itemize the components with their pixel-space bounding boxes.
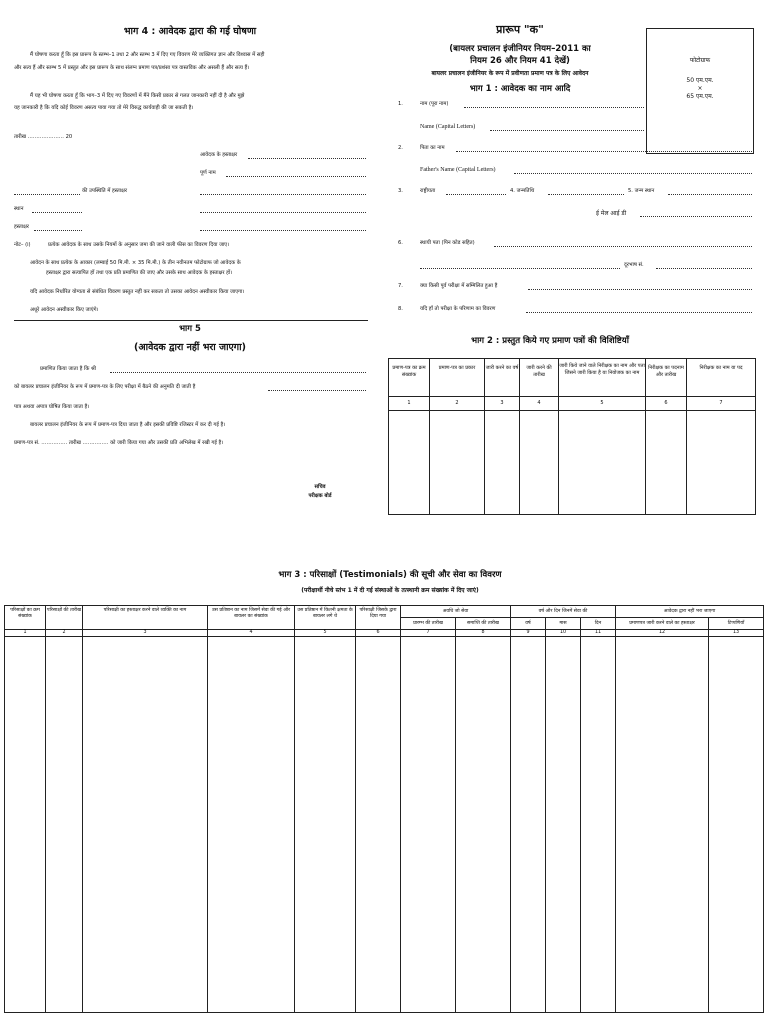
t3-header-11: दिन (581, 618, 616, 630)
nationality-field[interactable] (446, 194, 506, 195)
sign2-line[interactable] (200, 212, 366, 213)
field2-number: 2. (398, 145, 403, 151)
t3-header-3: परिसाक्षी का हस्ताक्षर करने वाले व्यक्ति का नाम (83, 606, 208, 630)
cert-cell-4[interactable] (520, 411, 559, 515)
cert-cell-2[interactable] (430, 411, 485, 515)
photo-label: फोटोग्राफ (689, 57, 711, 64)
testimonials-header-row-1 (5, 606, 764, 618)
t3-num-12: 12 (616, 630, 709, 637)
t3-header-8: समाप्ति की तारीख (456, 618, 511, 630)
testimonials-entry-row (5, 637, 764, 1013)
t3-cell-12[interactable] (616, 637, 709, 1013)
field6-number: 6. (398, 240, 403, 246)
t3-header-7: प्रारम्भ की तारीख (401, 618, 456, 630)
note-4: अधूरे आवेदन अस्वीकार किए जाएंगे। (30, 307, 99, 313)
cert-header-5: जारी किये जाने वाले निरीक्षक का नाम और पता जिसने जारी किया है या नियोजक का नाम (559, 359, 646, 397)
nationality-label: राष्ट्रीयता (420, 188, 436, 194)
note-1: प्रत्येक आवेदक के साथ उसके नियमों के अनुसार जमा की जाने वाली फीस का विवरण दिया जाए। (48, 242, 230, 248)
witness-label: की उपस्थिति में हस्ताक्षर (82, 188, 127, 194)
field8-number: 8. (398, 306, 403, 312)
cert-cell-5[interactable] (559, 411, 646, 515)
part5-subtitle: (आवेदक द्वारा नहीं भरा जाएगा) (134, 342, 246, 353)
field3-number: 3. (398, 188, 403, 194)
note-2-line-1: आवेदन के साथ प्रत्येक के आकार (लम्बाई 50 मि.मी. × 35 मि.मी.) के तीन नवीनतम फोटोग्राफ जो आवेदक के (30, 260, 241, 266)
t3-cell-11[interactable] (581, 637, 616, 1013)
cert-header-6: निरीक्षक का पदनाम और तारीख (646, 359, 687, 397)
cert-num-4: 4 (520, 397, 559, 411)
certificates-number-row (389, 397, 756, 411)
note-3: यदि आवेदक निर्धारित योग्यता से संबंधित विवरण प्रस्तुत नहीं कर सकता तो उसका आवेदन अस्वीकार किया जाएगा। (30, 289, 245, 295)
cert-header-1: प्रमाण-पत्र का क्रम संख्यांक (389, 359, 430, 397)
exam-result-label: यदि हाँ तो परीक्षा के परिणाम का विवरण (420, 306, 496, 312)
sign2-label: हस्ताक्षर (14, 224, 29, 230)
previous-exam-label: क्या किसी पूर्व परीक्षा में सम्मिलित हुआ है (420, 283, 498, 289)
t3-header-13: टिप्पणियाँ (709, 618, 764, 630)
field1-label: नाम (पूरा नाम) (420, 101, 449, 107)
part5-title: भाग 5 (179, 324, 201, 334)
part5-line-a-fill[interactable] (110, 372, 366, 373)
part1-title: भाग 1 : आवेदक का नाम आदि (469, 84, 571, 94)
note-2-line-2: हस्ताक्षर द्वारा सत्यापित हों तथा एक प्रति प्रमाणित की जाए और उसके साथ आवेदक के हस्ताक्षर हों। (46, 270, 233, 276)
form-subtitle-1: (बायलर प्रचालन इंजीनियर नियम–2011 का (449, 44, 591, 54)
t3-group-3: आवेदक द्वारा नहीं भरा जाएगा (616, 606, 764, 618)
testimonials-table (4, 605, 764, 1013)
t3-header-10: मास (546, 618, 581, 630)
cert-cell-1[interactable] (389, 411, 430, 515)
t3-header-1: परिसाक्षों का क्रम संख्यांक (5, 606, 46, 630)
certificates-entry-row (389, 411, 756, 515)
sign2-underline[interactable] (34, 230, 82, 231)
exam-result-field[interactable] (526, 312, 752, 313)
t3-header-6: परिसाक्षी जिसके द्वारा दिया गया (356, 606, 401, 630)
email-label: ई मेल आई डी (596, 210, 627, 217)
phone-field[interactable] (656, 268, 752, 269)
sign3-line[interactable] (200, 230, 366, 231)
cert-cell-3[interactable] (485, 411, 520, 515)
t3-cell-7[interactable] (401, 637, 456, 1013)
part5-line-b-fill[interactable] (268, 390, 366, 391)
address-field-1[interactable] (494, 246, 752, 247)
certificates-table (388, 358, 756, 515)
name-english-field[interactable] (490, 130, 644, 131)
cert-num-6: 6 (646, 397, 687, 411)
t3-cell-5[interactable] (295, 637, 356, 1013)
t3-cell-3[interactable] (83, 637, 208, 1013)
cert-header-7: निरीक्षक का नाम या पद (687, 359, 756, 397)
t3-num-7: 7 (401, 630, 456, 637)
t3-num-13: 13 (709, 630, 764, 637)
t3-cell-6[interactable] (356, 637, 401, 1013)
applicant-signature-line[interactable] (248, 158, 366, 159)
t3-num-2: 2 (46, 630, 83, 637)
field2-english-label: Father's Name (Capital Letters) (420, 167, 496, 173)
separator-line (14, 320, 368, 321)
witness-line[interactable] (14, 194, 80, 195)
photo-width: 50 एम.एम. (686, 77, 714, 84)
cert-cell-7[interactable] (687, 411, 756, 515)
t3-cell-1[interactable] (5, 637, 46, 1013)
form-subtitle-3: बायलर प्रचालन इंजीनियर के रूप में प्रवीणता प्रमाण पत्र के लिए आवेदन (431, 70, 589, 77)
t3-cell-10[interactable] (546, 637, 581, 1013)
cert-header-3: जारी करने का वर्ष (485, 359, 520, 397)
cert-num-3: 3 (485, 397, 520, 411)
part5-line-d: बायलर प्रचालन इंजीनियर के रूप में प्रमाण-पत्र दिया जाता है और इसकी प्रविष्टि रजिस्टर में कर दी गई है। (30, 422, 226, 428)
t3-num-11: 11 (581, 630, 616, 637)
photo-height: 65 एम.एम. (686, 93, 714, 100)
board-label: परीक्षक बोर्ड (308, 493, 332, 499)
t3-header-2: परिसाक्षों की तारीख (46, 606, 83, 630)
t3-cell-2[interactable] (46, 637, 83, 1013)
notes-heading: नोट– (i) (14, 242, 31, 248)
field7-number: 7. (398, 283, 403, 289)
part3-title: भाग 3 : परिसाक्षों (Testimonials) की सूची और सेवा का विवरण (278, 570, 502, 580)
t3-num-6: 6 (356, 630, 401, 637)
t3-group-2: वर्ष और दिन जिनमें सेवा की (511, 606, 616, 618)
declaration-line-2: और सत्य हैं और स्तम्भ 5 में प्रस्तुत और इस प्रारूप के साथ संलग्न प्रमाण पत्र/प्रशंसा पत्र वास्तविक और असली हैं और सत्य हैं। (14, 65, 250, 71)
t3-num-5: 5 (295, 630, 356, 637)
full-name-line[interactable] (226, 176, 366, 177)
part3-subtitle: (परीक्षार्थी नीचे स्तंभ 1 में दी गई संस्थाओं के तत्स्थानी क्रम संख्यांक में दिए जाएं) (301, 587, 479, 594)
t3-num-8: 8 (456, 630, 511, 637)
father-name-hindi-field[interactable] (456, 151, 752, 152)
photo-times: × (697, 85, 703, 92)
cert-num-2: 2 (430, 397, 485, 411)
t3-cell-9[interactable] (511, 637, 546, 1013)
part5-line-c: पात्र अथवा अपात्र घोषित किया जाता है। (14, 404, 90, 410)
previous-exam-field[interactable] (528, 289, 752, 290)
part5-line-a: प्रमाणित किया जाता है कि श्री (40, 366, 96, 372)
birthplace-field[interactable] (668, 194, 752, 195)
t3-cell-8[interactable] (456, 637, 511, 1013)
t3-cell-13[interactable] (709, 637, 764, 1013)
t3-num-9: 9 (511, 630, 546, 637)
t3-header-9: वर्ष (511, 618, 546, 630)
t3-num-3: 3 (83, 630, 208, 637)
cert-header-2: प्रमाण-पत्र का प्रकार (430, 359, 485, 397)
field1-number: 1. (398, 101, 403, 107)
name-hindi-field[interactable] (464, 107, 644, 108)
t3-num-10: 10 (546, 630, 581, 637)
field1-english-label: Name (Capital Letters) (420, 124, 476, 130)
dob-label: 4. जन्मतिथि (510, 188, 535, 194)
place-line[interactable] (32, 212, 82, 213)
t3-num-1: 1 (5, 630, 46, 637)
part5-line-e: प्रमाण-पत्र सं. …………… तारीख …………… को जारी किया गया और उसकी प्रति अभिलेख में रखी गई है। (14, 440, 224, 446)
declaration-line-4: यह जानकारी है कि यदि कोई विवरण असत्य पाया गया तो मेरे विरुद्ध कार्यवाही की जा सकती है। (14, 105, 194, 111)
cert-num-7: 7 (687, 397, 756, 411)
t3-header-12: प्रमाणपत्र जारी करने वाले का हस्ताक्षर (616, 618, 709, 630)
form-subtitle-2: नियम 26 और नियम 41 देखें) (470, 56, 570, 66)
cert-cell-6[interactable] (646, 411, 687, 515)
t3-cell-4[interactable] (208, 637, 295, 1013)
form-title: प्रारूप "क" (496, 23, 544, 36)
field2-label: पिता का नाम (420, 145, 445, 151)
cert-header-4: जारी करने की तारीख (520, 359, 559, 397)
address-label: स्थायी पता (पिन कोड सहित) (420, 240, 475, 246)
t3-num-4: 4 (208, 630, 295, 637)
witness-sign-line[interactable] (200, 194, 366, 195)
dob-field[interactable] (548, 194, 624, 195)
birthplace-label: 5. जन्म स्थान (628, 188, 655, 194)
t3-header-5: उस प्रतिष्ठान में कितनी क्षमता के बायलर लगे थे (295, 606, 356, 630)
email-field[interactable] (640, 216, 752, 217)
certificates-header-row (389, 359, 756, 397)
part4-title: भाग 4 : आवेदक द्वारा की गई घोषणा (123, 26, 257, 37)
full-name-label: पूर्ण नाम (200, 170, 216, 176)
secretary-label: सचिव (314, 484, 326, 490)
address-field-2[interactable] (420, 268, 620, 269)
testimonials-number-row (5, 630, 764, 637)
t3-header-4: उस प्रतिष्ठान का नाम जिसमें सेवा की गई और बायलर का संख्यांक (208, 606, 295, 630)
declaration-line-3: मैं यह भी घोषणा करता हूँ कि भाग–3 में दिए गए विवरणों में मैंने किसी प्रकार से गलत जानकारी नहीं दी है और मुझे (30, 93, 245, 99)
phone-label: दूरभाष सं. (624, 262, 644, 268)
part5-line-b: को बायलर प्रचालन इंजीनियर के रूप में प्रमाण-पत्र के लिए परीक्षा में बैठने की अनुमति दी जाती है (14, 384, 196, 390)
declaration-line-1: मैं घोषणा करता हूँ कि इस प्रारूप के स्तम्भ–1 तथा 2 और स्तम्भ 3 में दिए गए विवरण मेरे व्यक्तिगत ज्ञान और विश्वास में सही (30, 52, 265, 58)
t3-group-1: अवधि जो सेवा (401, 606, 511, 618)
part2-title: भाग 2 : प्रस्तुत किये गए प्रमाण पत्रों की विशिष्टियाँ (471, 336, 629, 346)
place-label: स्थान (14, 206, 24, 212)
father-name-english-field[interactable] (514, 173, 752, 174)
cert-num-1: 1 (389, 397, 430, 411)
cert-num-5: 5 (559, 397, 646, 411)
date-label: तारीख ………………… 20 (14, 134, 73, 140)
applicant-signature-label: आवेदक के हस्ताक्षर (200, 152, 238, 158)
photo-box[interactable] (646, 28, 754, 154)
